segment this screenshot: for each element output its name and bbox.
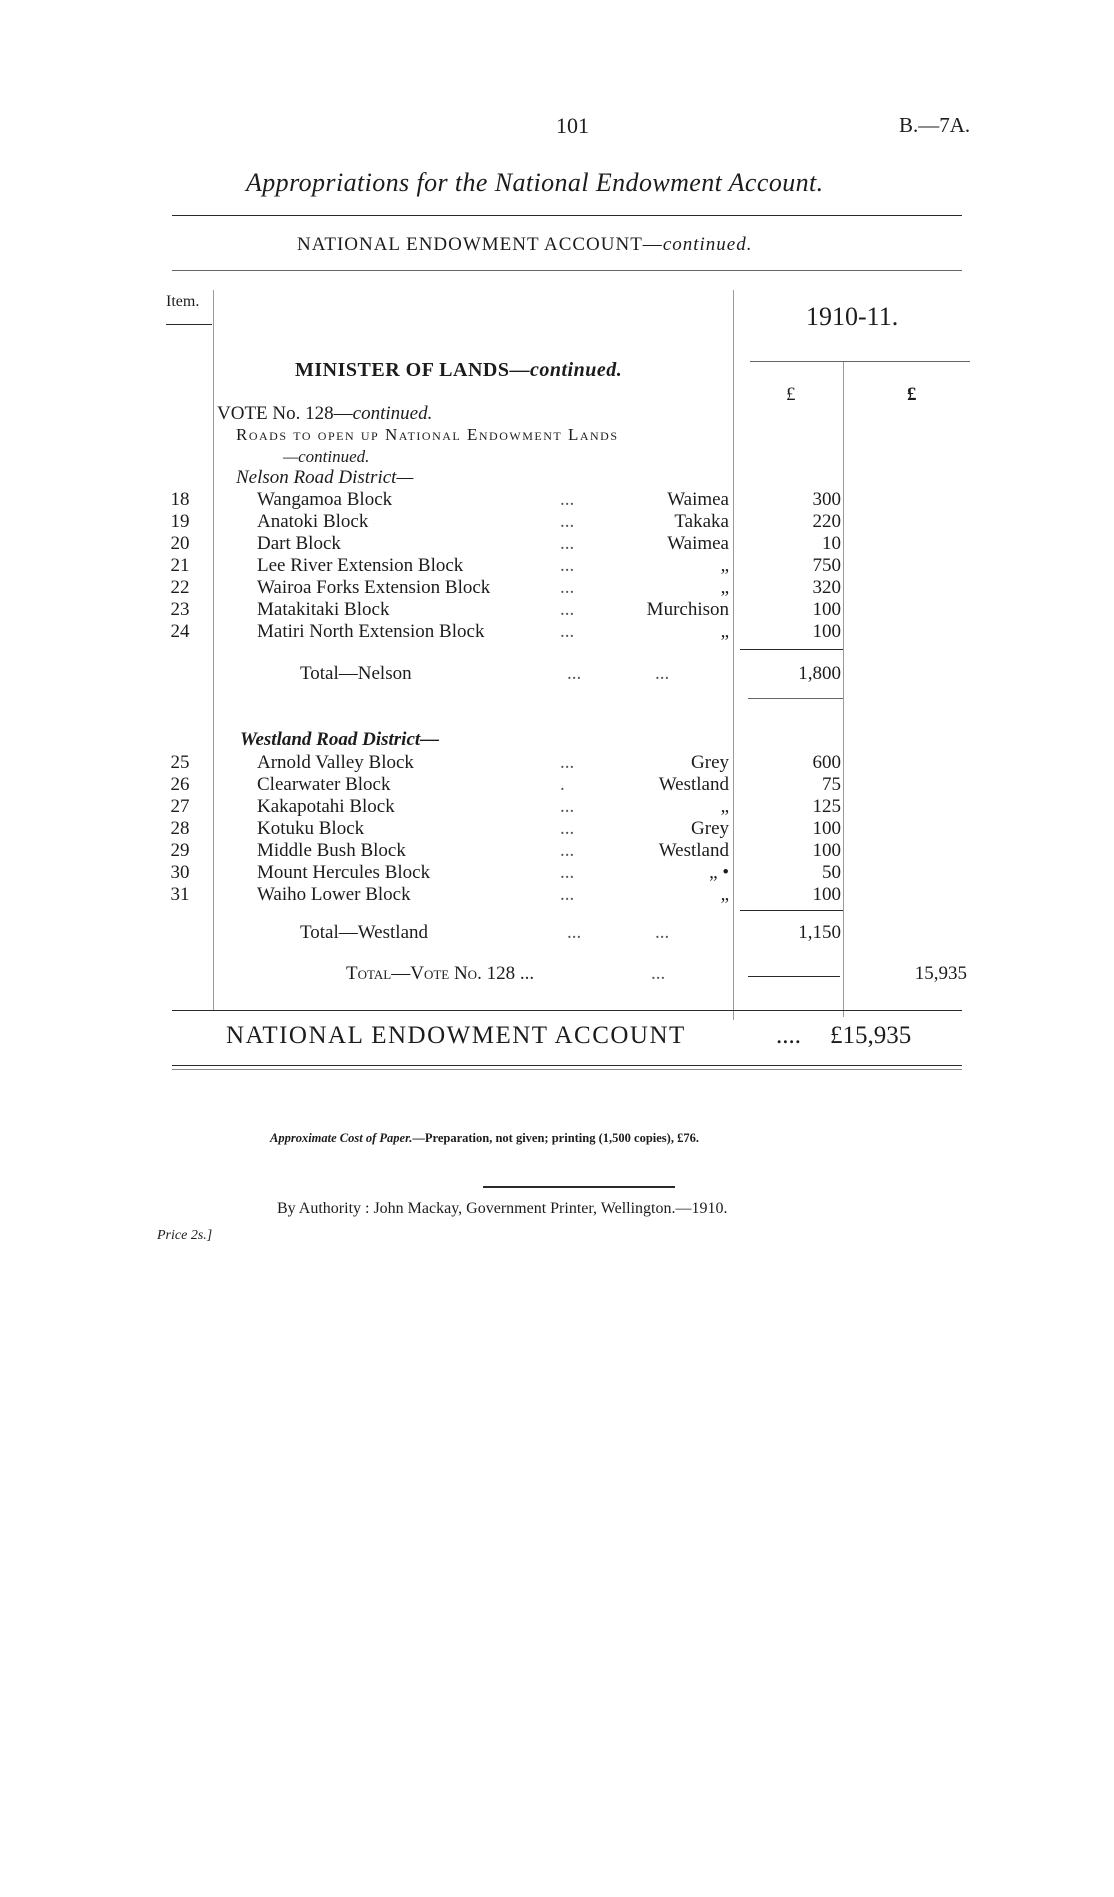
amount: 750 [812, 555, 841, 576]
block-name: Matakitaki Block [257, 599, 390, 620]
district-place: Westland [658, 840, 729, 861]
nelson-total-underline [748, 698, 843, 699]
amount: 600 [812, 752, 841, 773]
table-row [0, 862, 1114, 884]
block-name: Wairoa Forks Extension Block [257, 577, 491, 598]
block-name: Waiho Lower Block [257, 884, 411, 905]
table-row [0, 796, 1114, 818]
table-row [0, 774, 1114, 796]
item-number: 20 [170, 533, 190, 554]
district-place: Grey [691, 818, 729, 839]
westland-heading: Westland Road District— [240, 729, 440, 750]
district-place: „ [720, 577, 729, 598]
vote-total-dots: ... [651, 963, 666, 984]
price-note: Price 2s.] [157, 1228, 213, 1243]
district-place: Takaka [674, 511, 729, 532]
item-number: 26 [170, 774, 190, 795]
block-name: Wangamoa Block [257, 489, 393, 510]
district-place: „ [720, 884, 729, 905]
vote-total-amount: 15,935 [914, 963, 967, 984]
block-name: Mount Hercules Block [257, 862, 431, 883]
westland-total-dots-2: ... [655, 922, 670, 943]
nelson-total-dots-2: ... [655, 663, 670, 684]
leader-dots: ... [560, 533, 575, 554]
table-row [0, 555, 1114, 577]
vote-total-label: Total—Vote No. 128 ... [346, 963, 535, 984]
district-place: „ [720, 621, 729, 642]
table-row [0, 489, 1114, 511]
table-row [0, 533, 1114, 555]
leader-dots: ... [560, 862, 575, 883]
subtitle-continued: continued. [662, 234, 753, 255]
district-place: Murchison [646, 599, 729, 620]
table-row [0, 577, 1114, 599]
cost-of-paper-note [270, 1131, 699, 1146]
page-title: Appropriations for the National Endowment Account. [246, 168, 824, 197]
item-number: 30 [170, 862, 190, 883]
leader-dots: ... [560, 752, 575, 773]
grand-total-dots: .... [776, 1022, 801, 1049]
item-number: 23 [170, 599, 190, 620]
cost-text: —Preparation, not given; printing (1,500 copies), £76. [412, 1131, 699, 1145]
item-number: 31 [170, 884, 190, 905]
nelson-total-rule [740, 649, 843, 650]
roads-heading: Roads to open up National Endowment Lands [236, 425, 619, 444]
amount: 100 [812, 599, 841, 620]
block-name: Kotuku Block [257, 818, 365, 839]
westland-total-amount: 1,150 [798, 922, 841, 943]
leader-dots: ... [560, 796, 575, 817]
amount: 220 [812, 511, 841, 532]
item-column-label: Item. [166, 293, 200, 310]
minister-continued: continued. [529, 359, 623, 381]
grand-total-amount: £15,935 [830, 1022, 912, 1049]
table-top-rule [172, 270, 962, 271]
grand-total-bottom-rule-2 [172, 1069, 962, 1070]
table-row [0, 840, 1114, 862]
leader-dots: ... [560, 577, 575, 598]
vote-heading [217, 403, 432, 425]
cost-label: Approximate Cost of Paper. [270, 1131, 413, 1145]
table-row [0, 511, 1114, 533]
authority-rule [483, 1186, 675, 1188]
item-number: 27 [170, 796, 190, 817]
minister-main: MINISTER OF LANDS— [295, 359, 530, 381]
westland-total-label: Total—Westland [300, 922, 428, 943]
amount: 10 [822, 533, 841, 554]
item-number: 29 [170, 840, 190, 861]
block-name: Lee River Extension Block [257, 555, 464, 576]
block-name: Arnold Valley Block [257, 752, 414, 773]
vote-total-dash [748, 976, 840, 977]
item-number: 19 [170, 511, 190, 532]
leader-dots: ... [560, 511, 575, 532]
block-name: Middle Bush Block [257, 840, 406, 861]
westland-total-dots-1: ... [567, 922, 582, 943]
leader-dots: ... [560, 489, 575, 510]
block-name: Kakapotahi Block [257, 796, 395, 817]
grand-total-bottom-rule [172, 1065, 962, 1066]
amount: 100 [812, 818, 841, 839]
district-place: „ [720, 555, 729, 576]
grand-total-top-rule [172, 1010, 962, 1011]
amount: 300 [812, 489, 841, 510]
table-row [0, 884, 1114, 906]
minister-heading [295, 359, 622, 382]
block-name: Anatoki Block [257, 511, 369, 532]
nelson-total-dots-1: ... [567, 663, 582, 684]
title-rule [172, 215, 962, 216]
item-number: 24 [170, 621, 190, 642]
amount: 100 [812, 884, 841, 905]
block-name: Dart Block [257, 533, 341, 554]
vote-main: VOTE No. 128— [217, 403, 353, 424]
table-row [0, 752, 1114, 774]
leader-dots: ... [560, 840, 575, 861]
grand-total-label: NATIONAL ENDOWMENT ACCOUNT [226, 1022, 686, 1049]
district-place: „ [720, 796, 729, 817]
district-place: Waimea [667, 489, 729, 510]
amount: 50 [822, 862, 841, 883]
item-label-underline [166, 324, 212, 325]
amount: 75 [822, 774, 841, 795]
nelson-total-amount: 1,800 [798, 663, 841, 684]
nelson-total-label: Total—Nelson [300, 663, 412, 684]
amount: 320 [812, 577, 841, 598]
year-heading: 1910-11. [806, 302, 899, 331]
amount: 125 [812, 796, 841, 817]
district-place: Waimea [667, 533, 729, 554]
place-column-divider [733, 290, 734, 1020]
vote-continued: continued. [352, 403, 433, 424]
item-number: 18 [170, 489, 190, 510]
amount: 100 [812, 621, 841, 642]
district-place: Westland [658, 774, 729, 795]
amount: 100 [812, 840, 841, 861]
leader-dots: ... [560, 884, 575, 905]
page-number: 101 [556, 113, 589, 138]
year-rule [750, 361, 970, 362]
section-subtitle [297, 234, 753, 256]
currency-symbol-1: £ [786, 384, 796, 405]
district-place: Grey [691, 752, 729, 773]
document-reference: B.—7A. [899, 113, 971, 137]
leader-dots: ... [560, 599, 575, 620]
subtitle-main: NATIONAL ENDOWMENT ACCOUNT— [297, 234, 663, 255]
item-number: 28 [170, 818, 190, 839]
leader-dots: ... [560, 818, 575, 839]
block-name: Clearwater Block [257, 774, 391, 795]
block-name: Matiri North Extension Block [257, 621, 485, 642]
currency-symbol-2: £ [907, 384, 917, 405]
nelson-heading: Nelson Road District— [236, 467, 414, 488]
leader-dots: ... [560, 621, 575, 642]
westland-total-rule [740, 910, 843, 911]
table-row [0, 818, 1114, 840]
amount-column-divider [843, 362, 844, 1017]
leader-dots: ... [560, 555, 575, 576]
district-place: „ • [709, 862, 729, 883]
leader-dots: . [560, 774, 565, 795]
item-number: 21 [170, 555, 190, 576]
table-row [0, 599, 1114, 621]
roads-continued: —continued. [283, 447, 370, 466]
table-row [0, 621, 1114, 643]
authority-line: By Authority : John Mackay, Government Printer, Wellington.—1910. [277, 1200, 728, 1217]
item-number: 25 [170, 752, 190, 773]
item-number: 22 [170, 577, 190, 598]
